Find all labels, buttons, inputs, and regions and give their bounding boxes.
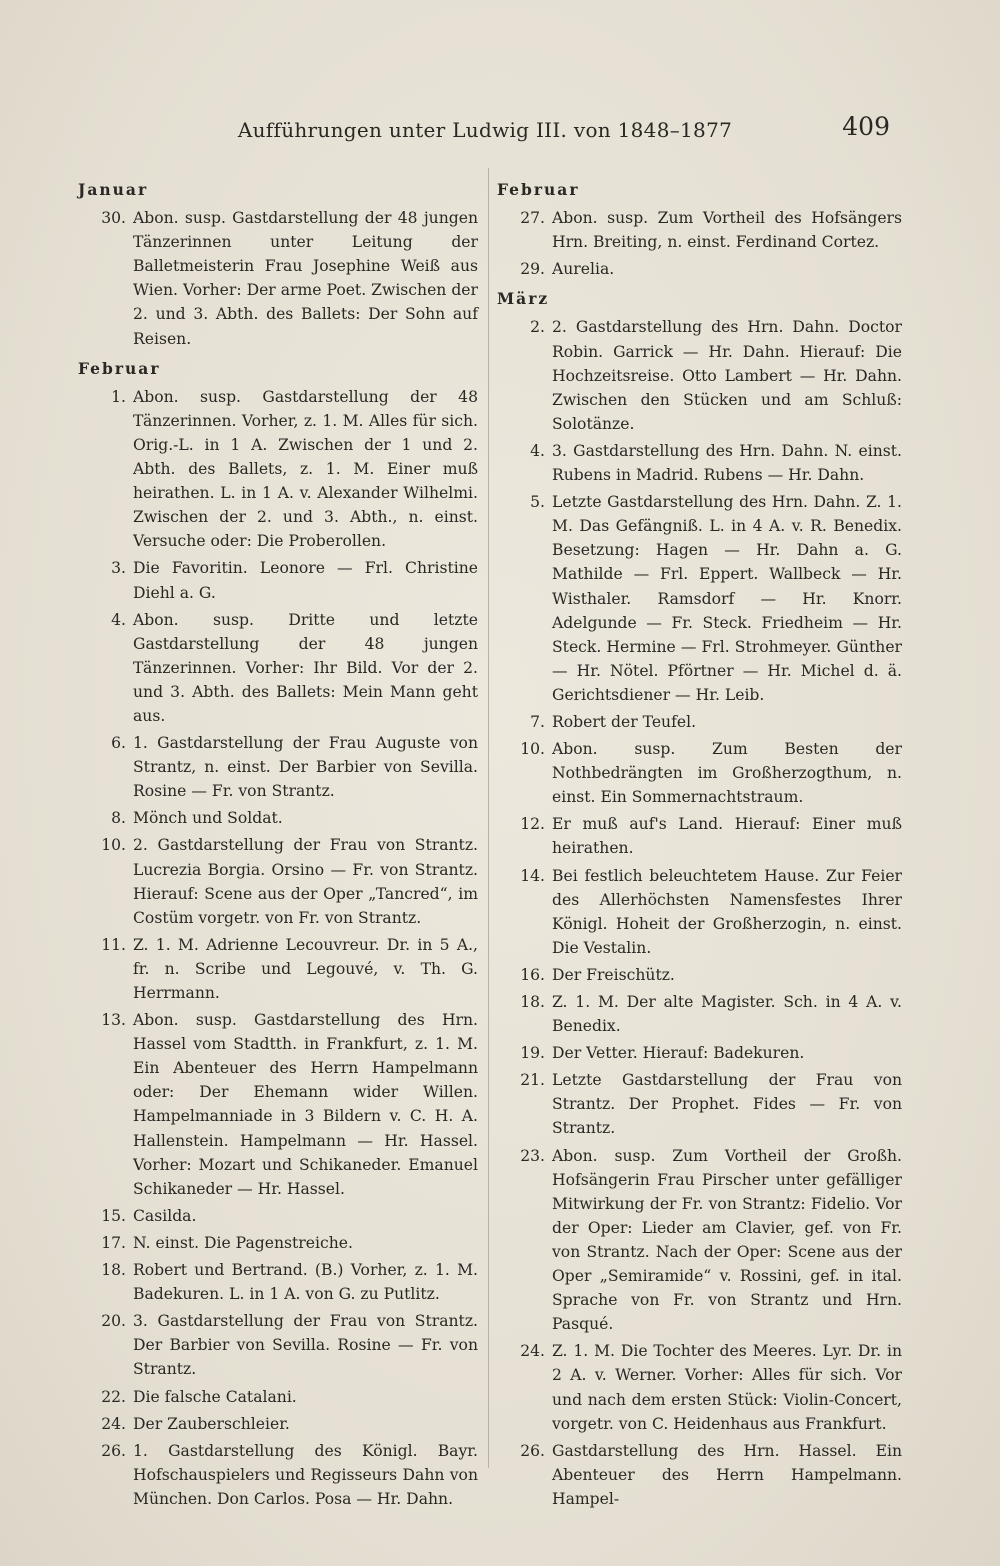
performance-entry bbox=[78, 608, 478, 728]
right-column bbox=[497, 172, 902, 1514]
running-title: Aufführungen unter Ludwig III. von 1848–1877 bbox=[237, 118, 733, 142]
entry-day: 26. bbox=[101, 1441, 126, 1460]
performance-entry bbox=[78, 1008, 478, 1201]
entry-text: Abon. susp. Dritte und letzte Gastdarstellung der 48 jungen Tänzerinnen. Vorher: Ihr Bild. Vor der 2. und 3. Abth. des Ballets: Mein Mann geht aus. bbox=[133, 610, 478, 725]
performance-entry bbox=[497, 1144, 902, 1337]
performance-entry bbox=[497, 490, 902, 707]
entry-text: Z. 1. M. Der alte Magister. Sch. in 4 A. v. Benedix. bbox=[552, 993, 902, 1036]
entry-day: 20. bbox=[101, 1312, 126, 1331]
performance-entry bbox=[497, 439, 902, 487]
entry-day: 26. bbox=[520, 1441, 545, 1460]
entry-text: Gastdarstellung des Hrn. Hassel. Ein Abenteuer des Herrn Hampelmann. Hampel- bbox=[552, 1441, 902, 1508]
entry-day: 24. bbox=[101, 1414, 126, 1433]
entry-text: Der Freischütz. bbox=[552, 965, 675, 984]
entry-text: Abon. susp. Gastdarstellung des Hrn. Hassel vom Stadtth. in Frankfurt, z. 1. M. Ein Abenteuer des Herrn Hampelmann oder: Der Ehemann wider Willen. Hampelmanniade in 3 Bildern v. C. H. A. Hallenstein. Hampelmann — Hr. Hassel. Vorher: Mozart und Schikaneder. Emanuel Schikaneder — Hr. Hassel. bbox=[133, 1011, 478, 1198]
page-header bbox=[80, 112, 890, 148]
performance-entry bbox=[497, 1068, 902, 1140]
performance-entry bbox=[78, 806, 478, 830]
entry-day: 4. bbox=[530, 441, 545, 460]
entry-text: Robert und Bertrand. (B.) Vorher, z. 1. M. Badekuren. L. in 1 A. von G. zu Putlitz. bbox=[133, 1261, 478, 1304]
entry-day: 18. bbox=[101, 1261, 126, 1280]
entry-day: 12. bbox=[520, 815, 545, 834]
entry-text: Abon. susp. Gastdarstellung der 48 Tänzerinnen. Vorher, z. 1. M. Alles für sich. Orig.-L. in 1 A. Zwischen der 1 und 2. Abth. des Ballets, z. 1. M. Einer muß heirathen. L. in 1 A. v. Alexander Wilhelmi. Zwischen der 2. und 3. Abth., n. einst. Versuche oder: Die Proberollen. bbox=[133, 387, 478, 551]
entry-text: Der Vetter. Hierauf: Badekuren. bbox=[552, 1044, 805, 1063]
performance-entry bbox=[497, 1041, 902, 1065]
entry-text: 3. Gastdarstellung der Frau von Strantz. Der Barbier von Sevilla. Rosine — Fr. von Strantz. bbox=[133, 1312, 478, 1379]
performance-entry bbox=[78, 1309, 478, 1381]
entry-text: Letzte Gastdarstellung des Hrn. Dahn. Z. 1. M. Das Gefängniß. L. in 4 A. v. R. Benedix. Besetzung: Hagen — Hr. Dahn a. G. Mathilde — Frl. Eppert. Wallbeck — Hr. Wisthaler. Ramsdorf — Hr. Knorr. Adelgunde — Fr. Steck. Friedheim — Hr. Steck. Hermine — Frl. Strohmeyer. Günther — Hr. Nötel. Pförtner — Hr. Michel d. ä. Gerichtsdiener — Hr. Leib. bbox=[552, 493, 902, 704]
performance-entry bbox=[78, 1439, 478, 1511]
entry-text: Aurelia. bbox=[552, 260, 615, 279]
entry-day: 8. bbox=[111, 809, 126, 828]
entry-text: Mönch und Soldat. bbox=[133, 809, 283, 828]
entry-text: 2. Gastdarstellung der Frau von Strantz. Lucrezia Borgia. Orsino — Fr. von Strantz. Hierauf: Scene aus der Oper „Tancred“, im Costüm vorgetr. von Fr. von Strantz. bbox=[133, 836, 478, 927]
performance-entry bbox=[497, 710, 902, 734]
entry-day: 11. bbox=[101, 935, 126, 954]
entry-day: 15. bbox=[101, 1206, 126, 1225]
entry-text: Der Zauberschleier. bbox=[133, 1414, 290, 1433]
entry-day: 14. bbox=[520, 866, 545, 885]
entry-text: Letzte Gastdarstellung der Frau von Strantz. Der Prophet. Fides — Fr. von Strantz. bbox=[552, 1071, 902, 1138]
performance-entry bbox=[78, 1231, 478, 1255]
month-heading: Februar bbox=[78, 358, 161, 378]
performance-entry bbox=[78, 1204, 478, 1228]
performance-entry bbox=[78, 731, 478, 803]
entry-text: Casilda. bbox=[133, 1206, 197, 1225]
performance-entry bbox=[497, 812, 902, 860]
entry-day: 6. bbox=[111, 734, 126, 753]
page-number: 409 bbox=[842, 112, 890, 141]
column-divider bbox=[488, 168, 489, 1468]
performance-entry bbox=[497, 990, 902, 1038]
performance-entry bbox=[497, 1339, 902, 1435]
entry-text: Er muß auf's Land. Hierauf: Einer muß heirathen. bbox=[552, 815, 902, 858]
entry-text: 3. Gastdarstellung des Hrn. Dahn. N. einst. Rubens in Madrid. Rubens — Hr. Dahn. bbox=[552, 441, 902, 485]
performance-entry bbox=[78, 206, 478, 351]
entry-day: 23. bbox=[520, 1146, 545, 1165]
left-column bbox=[78, 172, 478, 1514]
performance-entry bbox=[497, 1439, 902, 1511]
performance-entry bbox=[78, 1258, 478, 1306]
performance-entry bbox=[497, 864, 902, 960]
entry-text: 1. Gastdarstellung der Frau Auguste von Strantz, n. einst. Der Barbier von Sevilla. Rosine — Fr. von Strantz. bbox=[133, 734, 478, 801]
month-heading: März bbox=[497, 289, 550, 309]
month-heading: Januar bbox=[78, 180, 149, 199]
entry-text: Z. 1. M. Die Tochter des Meeres. Lyr. Dr. in 2 A. v. Werner. Vorher: Alles für sich. Vor und nach dem ersten Stück: Violin-Concert, vorgetr. von C. Heidenhaus aus Frankfurt. bbox=[552, 1342, 902, 1433]
entry-day: 3. bbox=[111, 559, 126, 578]
entry-text: Die Favoritin. Leonore — Frl. Christine Diehl a. G. bbox=[133, 559, 478, 602]
entry-text: Die falsche Catalani. bbox=[133, 1387, 297, 1406]
entry-day: 27. bbox=[520, 209, 545, 228]
entry-text: Abon. susp. Zum Besten der Nothbedrängten im Großherzogthum, n. einst. Ein Sommernachtstraum. bbox=[552, 740, 902, 807]
entry-day: 10. bbox=[520, 740, 545, 759]
entry-text: 1. Gastdarstellung des Königl. Bayr. Hofschauspielers und Regisseurs Dahn von München. Don Carlos. Posa — Hr. Dahn. bbox=[133, 1441, 478, 1508]
performance-entry bbox=[497, 206, 902, 254]
performance-entry bbox=[78, 1412, 478, 1436]
performance-entry bbox=[78, 556, 478, 604]
entry-day: 24. bbox=[520, 1342, 545, 1361]
entry-day: 2. bbox=[530, 318, 545, 337]
performance-entry bbox=[78, 385, 478, 554]
entry-day: 13. bbox=[101, 1011, 126, 1030]
entry-text: N. einst. Die Pagenstreiche. bbox=[133, 1233, 353, 1252]
entry-day: 5. bbox=[530, 493, 545, 512]
performance-entry bbox=[497, 737, 902, 809]
performance-entry bbox=[78, 933, 478, 1005]
entry-day: 16. bbox=[520, 965, 545, 984]
performance-entry bbox=[497, 257, 902, 281]
entry-text: Abon. susp. Zum Vortheil der Großh. Hofsängerin Frau Pirscher unter gefälliger Mitwirkung der Fr. von Strantz: Fidelio. Vor der Oper: Lieder am Clavier, gef. von Fr. von Strantz. Nach der Oper: Scene aus der Oper „Semiramide“ v. Rossini, gef. in ital. Sprache von Fr. von Strantz und Hrn. Pasqué. bbox=[552, 1146, 902, 1334]
entry-day: 19. bbox=[520, 1044, 545, 1063]
entry-day: 18. bbox=[520, 993, 545, 1011]
performance-entry bbox=[78, 1385, 478, 1409]
entry-day: 1. bbox=[111, 387, 126, 406]
entry-day: 7. bbox=[530, 712, 545, 731]
entry-text: Z. 1. M. Adrienne Lecouvreur. Dr. in 5 A., fr. n. Scribe und Legouvé, v. Th. G. Herrmann. bbox=[133, 935, 478, 1002]
entry-day: 10. bbox=[101, 836, 126, 855]
performance-entry bbox=[78, 833, 478, 929]
entry-day: 4. bbox=[111, 610, 126, 629]
entry-text: Bei festlich beleuchtetem Hause. Zur Feier des Allerhöchsten Namensfestes Ihrer Königl. Hoheit der Großherzogin, n. einst. Die Vestalin. bbox=[552, 866, 902, 957]
month-heading: Februar bbox=[497, 180, 580, 199]
entry-day: 29. bbox=[520, 260, 545, 279]
entry-text: 2. Gastdarstellung des Hrn. Dahn. Doctor Robin. Garrick — Hr. Dahn. Hierauf: Die Hochzeitsreise. Otto Lambert — Hr. Dahn. Zwischen den Stücken und am Schluß: Solotänze. bbox=[552, 318, 902, 433]
entry-text: Abon. susp. Gastdarstellung der 48 jungen Tänzerinnen unter Leitung der Balletmeisterin Frau Josephine Weiß aus Wien. Vorher: Der arme Poet. Zwischen der 2. und 3. Abth. des Ballets: Der Sohn auf Reisen. bbox=[133, 209, 478, 348]
entry-text: Robert der Teufel. bbox=[552, 712, 697, 731]
entry-day: 21. bbox=[520, 1071, 545, 1090]
entry-day: 30. bbox=[101, 209, 126, 228]
performance-entry bbox=[497, 315, 902, 435]
entry-day: 17. bbox=[101, 1233, 126, 1252]
entry-text: Abon. susp. Zum Vortheil des Hofsängers Hrn. Breiting, n. einst. Ferdinand Cortez. bbox=[552, 209, 902, 252]
entry-day: 22. bbox=[101, 1387, 126, 1406]
performance-entry bbox=[497, 963, 902, 987]
